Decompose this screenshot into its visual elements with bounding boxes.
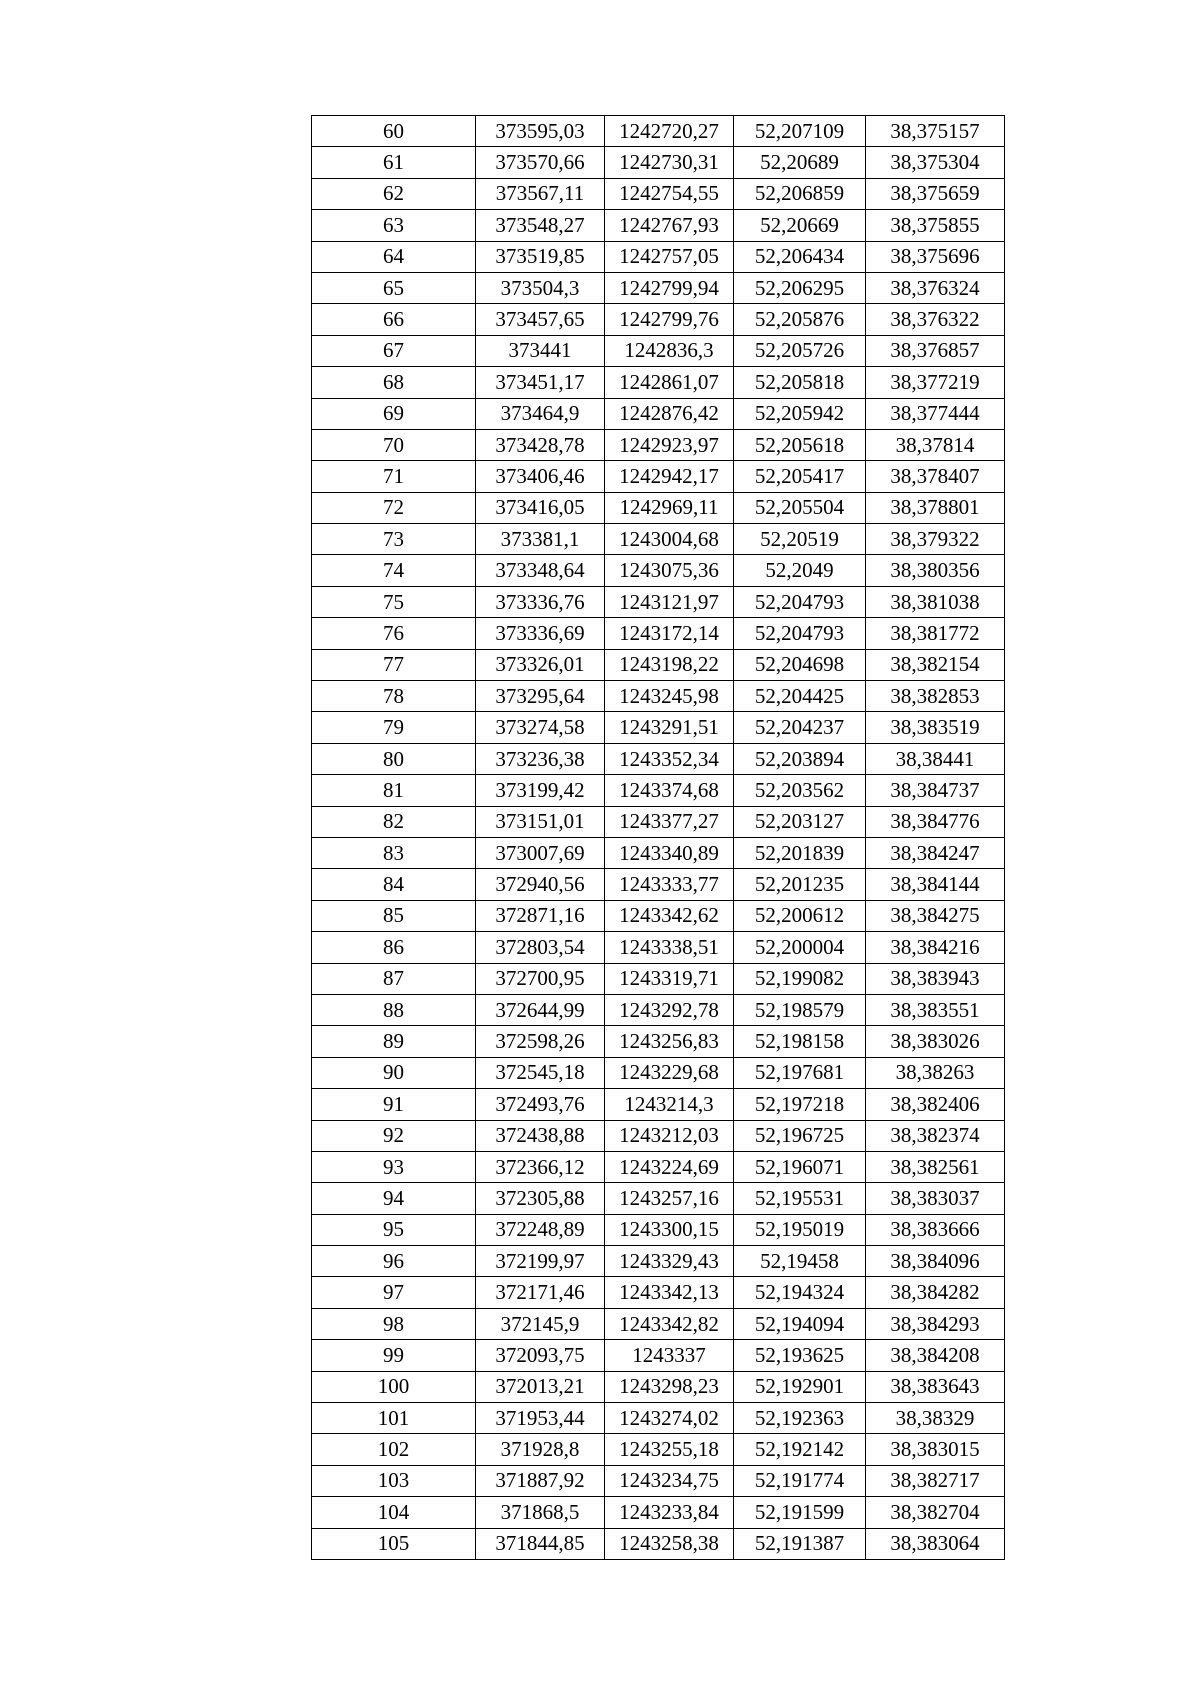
point-number-cell: 62 (312, 178, 476, 209)
latitude-cell: 52,206295 (734, 272, 866, 303)
y-coordinate-cell: 1243342,62 (605, 900, 734, 931)
table-row (312, 932, 1005, 963)
point-number-cell: 77 (312, 649, 476, 680)
y-coordinate-cell: 1243352,34 (605, 743, 734, 774)
latitude-cell: 52,195019 (734, 1214, 866, 1245)
table-row (312, 1214, 1005, 1245)
longitude-cell: 38,383943 (866, 963, 1005, 994)
table-row (312, 210, 1005, 241)
latitude-cell: 52,205876 (734, 304, 866, 335)
y-coordinate-cell: 1243198,22 (605, 649, 734, 680)
x-coordinate-cell: 371844,85 (476, 1528, 605, 1559)
table-row (312, 1465, 1005, 1496)
coordinates-table (311, 115, 1005, 1560)
longitude-cell: 38,383026 (866, 1026, 1005, 1057)
longitude-cell: 38,375855 (866, 210, 1005, 241)
y-coordinate-cell: 1243329,43 (605, 1246, 734, 1277)
x-coordinate-cell: 373007,69 (476, 837, 605, 868)
latitude-cell: 52,193625 (734, 1340, 866, 1371)
longitude-cell: 38,384216 (866, 932, 1005, 963)
y-coordinate-cell: 1243274,02 (605, 1403, 734, 1434)
table-row (312, 1277, 1005, 1308)
latitude-cell: 52,203894 (734, 743, 866, 774)
x-coordinate-cell: 373441 (476, 335, 605, 366)
y-coordinate-cell: 1243338,51 (605, 932, 734, 963)
longitude-cell: 38,383643 (866, 1371, 1005, 1402)
point-number-cell: 70 (312, 429, 476, 460)
y-coordinate-cell: 1243172,14 (605, 618, 734, 649)
longitude-cell: 38,378407 (866, 461, 1005, 492)
longitude-cell: 38,375157 (866, 116, 1005, 147)
x-coordinate-cell: 372366,12 (476, 1151, 605, 1182)
latitude-cell: 52,206434 (734, 241, 866, 272)
y-coordinate-cell: 1242799,94 (605, 272, 734, 303)
table-row (312, 555, 1005, 586)
point-number-cell: 102 (312, 1434, 476, 1465)
point-number-cell: 66 (312, 304, 476, 335)
point-number-cell: 76 (312, 618, 476, 649)
y-coordinate-cell: 1243377,27 (605, 806, 734, 837)
table-row (312, 837, 1005, 868)
point-number-cell: 83 (312, 837, 476, 868)
longitude-cell: 38,375696 (866, 241, 1005, 272)
y-coordinate-cell: 1242720,27 (605, 116, 734, 147)
longitude-cell: 38,375304 (866, 147, 1005, 178)
x-coordinate-cell: 373326,01 (476, 649, 605, 680)
y-coordinate-cell: 1243298,23 (605, 1371, 734, 1402)
latitude-cell: 52,204237 (734, 712, 866, 743)
y-coordinate-cell: 1243245,98 (605, 681, 734, 712)
table-row (312, 1434, 1005, 1465)
y-coordinate-cell: 1243374,68 (605, 775, 734, 806)
table-row (312, 1246, 1005, 1277)
x-coordinate-cell: 371868,5 (476, 1497, 605, 1528)
y-coordinate-cell: 1243319,71 (605, 963, 734, 994)
x-coordinate-cell: 372940,56 (476, 869, 605, 900)
longitude-cell: 38,376857 (866, 335, 1005, 366)
y-coordinate-cell: 1242836,3 (605, 335, 734, 366)
latitude-cell: 52,195531 (734, 1183, 866, 1214)
table-row (312, 335, 1005, 366)
point-number-cell: 65 (312, 272, 476, 303)
table-row (312, 147, 1005, 178)
y-coordinate-cell: 1242767,93 (605, 210, 734, 241)
latitude-cell: 52,207109 (734, 116, 866, 147)
longitude-cell: 38,379322 (866, 524, 1005, 555)
point-number-cell: 84 (312, 869, 476, 900)
y-coordinate-cell: 1243342,82 (605, 1308, 734, 1339)
x-coordinate-cell: 373570,66 (476, 147, 605, 178)
longitude-cell: 38,384282 (866, 1277, 1005, 1308)
latitude-cell: 52,198158 (734, 1026, 866, 1057)
table-row (312, 649, 1005, 680)
x-coordinate-cell: 372305,88 (476, 1183, 605, 1214)
point-number-cell: 88 (312, 994, 476, 1025)
longitude-cell: 38,377219 (866, 367, 1005, 398)
y-coordinate-cell: 1243258,38 (605, 1528, 734, 1559)
y-coordinate-cell: 1243333,77 (605, 869, 734, 900)
table-row (312, 429, 1005, 460)
x-coordinate-cell: 372248,89 (476, 1214, 605, 1245)
table-row (312, 586, 1005, 617)
table-row (312, 1089, 1005, 1120)
y-coordinate-cell: 1243257,16 (605, 1183, 734, 1214)
table-row (312, 1308, 1005, 1339)
x-coordinate-cell: 371953,44 (476, 1403, 605, 1434)
x-coordinate-cell: 373406,46 (476, 461, 605, 492)
table-row (312, 775, 1005, 806)
y-coordinate-cell: 1242876,42 (605, 398, 734, 429)
x-coordinate-cell: 373236,38 (476, 743, 605, 774)
point-number-cell: 95 (312, 1214, 476, 1245)
point-number-cell: 90 (312, 1057, 476, 1088)
y-coordinate-cell: 1242942,17 (605, 461, 734, 492)
table-row (312, 1371, 1005, 1402)
table-row (312, 178, 1005, 209)
longitude-cell: 38,383037 (866, 1183, 1005, 1214)
y-coordinate-cell: 1243229,68 (605, 1057, 734, 1088)
y-coordinate-cell: 1243234,75 (605, 1465, 734, 1496)
longitude-cell: 38,384144 (866, 869, 1005, 900)
x-coordinate-cell: 372093,75 (476, 1340, 605, 1371)
longitude-cell: 38,382704 (866, 1497, 1005, 1528)
point-number-cell: 74 (312, 555, 476, 586)
y-coordinate-cell: 1242757,05 (605, 241, 734, 272)
point-number-cell: 71 (312, 461, 476, 492)
longitude-cell: 38,38329 (866, 1403, 1005, 1434)
longitude-cell: 38,383015 (866, 1434, 1005, 1465)
latitude-cell: 52,2049 (734, 555, 866, 586)
point-number-cell: 91 (312, 1089, 476, 1120)
table-row (312, 712, 1005, 743)
longitude-cell: 38,383064 (866, 1528, 1005, 1559)
latitude-cell: 52,203127 (734, 806, 866, 837)
longitude-cell: 38,384247 (866, 837, 1005, 868)
latitude-cell: 52,204425 (734, 681, 866, 712)
point-number-cell: 67 (312, 335, 476, 366)
longitude-cell: 38,382561 (866, 1151, 1005, 1182)
table-row (312, 1403, 1005, 1434)
table-row (312, 304, 1005, 335)
latitude-cell: 52,192363 (734, 1403, 866, 1434)
x-coordinate-cell: 373336,69 (476, 618, 605, 649)
x-coordinate-cell: 372493,76 (476, 1089, 605, 1120)
table-row (312, 806, 1005, 837)
longitude-cell: 38,384275 (866, 900, 1005, 931)
point-number-cell: 69 (312, 398, 476, 429)
table-row (312, 618, 1005, 649)
x-coordinate-cell: 371887,92 (476, 1465, 605, 1496)
x-coordinate-cell: 373428,78 (476, 429, 605, 460)
longitude-cell: 38,384293 (866, 1308, 1005, 1339)
longitude-cell: 38,382406 (866, 1089, 1005, 1120)
point-number-cell: 72 (312, 492, 476, 523)
point-number-cell: 104 (312, 1497, 476, 1528)
latitude-cell: 52,204793 (734, 618, 866, 649)
longitude-cell: 38,384776 (866, 806, 1005, 837)
y-coordinate-cell: 1243342,13 (605, 1277, 734, 1308)
x-coordinate-cell: 373567,11 (476, 178, 605, 209)
y-coordinate-cell: 1242861,07 (605, 367, 734, 398)
point-number-cell: 103 (312, 1465, 476, 1496)
y-coordinate-cell: 1243255,18 (605, 1434, 734, 1465)
coordinates-table-body (312, 116, 1005, 1560)
y-coordinate-cell: 1243292,78 (605, 994, 734, 1025)
point-number-cell: 75 (312, 586, 476, 617)
point-number-cell: 80 (312, 743, 476, 774)
table-row (312, 524, 1005, 555)
x-coordinate-cell: 372598,26 (476, 1026, 605, 1057)
point-number-cell: 98 (312, 1308, 476, 1339)
y-coordinate-cell: 1243233,84 (605, 1497, 734, 1528)
latitude-cell: 52,204793 (734, 586, 866, 617)
latitude-cell: 52,205417 (734, 461, 866, 492)
longitude-cell: 38,37814 (866, 429, 1005, 460)
table-row (312, 116, 1005, 147)
longitude-cell: 38,383551 (866, 994, 1005, 1025)
latitude-cell: 52,19458 (734, 1246, 866, 1277)
longitude-cell: 38,380356 (866, 555, 1005, 586)
point-number-cell: 64 (312, 241, 476, 272)
x-coordinate-cell: 372644,99 (476, 994, 605, 1025)
x-coordinate-cell: 372013,21 (476, 1371, 605, 1402)
table-row (312, 272, 1005, 303)
longitude-cell: 38,381038 (866, 586, 1005, 617)
point-number-cell: 85 (312, 900, 476, 931)
y-coordinate-cell: 1243337 (605, 1340, 734, 1371)
latitude-cell: 52,203562 (734, 775, 866, 806)
y-coordinate-cell: 1242754,55 (605, 178, 734, 209)
x-coordinate-cell: 371928,8 (476, 1434, 605, 1465)
table-row (312, 900, 1005, 931)
table-row (312, 1183, 1005, 1214)
x-coordinate-cell: 372171,46 (476, 1277, 605, 1308)
point-number-cell: 101 (312, 1403, 476, 1434)
y-coordinate-cell: 1242799,76 (605, 304, 734, 335)
longitude-cell: 38,377444 (866, 398, 1005, 429)
latitude-cell: 52,192142 (734, 1434, 866, 1465)
point-number-cell: 92 (312, 1120, 476, 1151)
latitude-cell: 52,196071 (734, 1151, 866, 1182)
latitude-cell: 52,200004 (734, 932, 866, 963)
point-number-cell: 97 (312, 1277, 476, 1308)
table-row (312, 1497, 1005, 1528)
x-coordinate-cell: 373336,76 (476, 586, 605, 617)
point-number-cell: 94 (312, 1183, 476, 1214)
y-coordinate-cell: 1243224,69 (605, 1151, 734, 1182)
latitude-cell: 52,205504 (734, 492, 866, 523)
x-coordinate-cell: 372145,9 (476, 1308, 605, 1339)
table-row (312, 1057, 1005, 1088)
latitude-cell: 52,20689 (734, 147, 866, 178)
point-number-cell: 79 (312, 712, 476, 743)
point-number-cell: 61 (312, 147, 476, 178)
longitude-cell: 38,382717 (866, 1465, 1005, 1496)
x-coordinate-cell: 372438,88 (476, 1120, 605, 1151)
x-coordinate-cell: 372803,54 (476, 932, 605, 963)
longitude-cell: 38,376322 (866, 304, 1005, 335)
point-number-cell: 86 (312, 932, 476, 963)
x-coordinate-cell: 373504,3 (476, 272, 605, 303)
table-row (312, 1340, 1005, 1371)
longitude-cell: 38,375659 (866, 178, 1005, 209)
longitude-cell: 38,383666 (866, 1214, 1005, 1245)
x-coordinate-cell: 373464,9 (476, 398, 605, 429)
table-row (312, 1528, 1005, 1559)
longitude-cell: 38,384096 (866, 1246, 1005, 1277)
y-coordinate-cell: 1243340,89 (605, 837, 734, 868)
point-number-cell: 99 (312, 1340, 476, 1371)
x-coordinate-cell: 373416,05 (476, 492, 605, 523)
latitude-cell: 52,206859 (734, 178, 866, 209)
longitude-cell: 38,378801 (866, 492, 1005, 523)
latitude-cell: 52,200612 (734, 900, 866, 931)
x-coordinate-cell: 372545,18 (476, 1057, 605, 1088)
y-coordinate-cell: 1242969,11 (605, 492, 734, 523)
x-coordinate-cell: 373595,03 (476, 116, 605, 147)
longitude-cell: 38,382154 (866, 649, 1005, 680)
point-number-cell: 89 (312, 1026, 476, 1057)
y-coordinate-cell: 1243121,97 (605, 586, 734, 617)
point-number-cell: 63 (312, 210, 476, 241)
point-number-cell: 82 (312, 806, 476, 837)
table-row (312, 1026, 1005, 1057)
latitude-cell: 52,204698 (734, 649, 866, 680)
latitude-cell: 52,199082 (734, 963, 866, 994)
x-coordinate-cell: 373548,27 (476, 210, 605, 241)
point-number-cell: 81 (312, 775, 476, 806)
latitude-cell: 52,201235 (734, 869, 866, 900)
table-row (312, 681, 1005, 712)
y-coordinate-cell: 1243214,3 (605, 1089, 734, 1120)
point-number-cell: 87 (312, 963, 476, 994)
table-row (312, 994, 1005, 1025)
table-row (312, 869, 1005, 900)
point-number-cell: 93 (312, 1151, 476, 1182)
y-coordinate-cell: 1243291,51 (605, 712, 734, 743)
y-coordinate-cell: 1243212,03 (605, 1120, 734, 1151)
latitude-cell: 52,191599 (734, 1497, 866, 1528)
latitude-cell: 52,205818 (734, 367, 866, 398)
point-number-cell: 105 (312, 1528, 476, 1559)
latitude-cell: 52,20669 (734, 210, 866, 241)
x-coordinate-cell: 372700,95 (476, 963, 605, 994)
y-coordinate-cell: 1243004,68 (605, 524, 734, 555)
table-row (312, 241, 1005, 272)
x-coordinate-cell: 373348,64 (476, 555, 605, 586)
latitude-cell: 52,198579 (734, 994, 866, 1025)
longitude-cell: 38,384737 (866, 775, 1005, 806)
latitude-cell: 52,197218 (734, 1089, 866, 1120)
longitude-cell: 38,383519 (866, 712, 1005, 743)
table-row (312, 963, 1005, 994)
latitude-cell: 52,197681 (734, 1057, 866, 1088)
x-coordinate-cell: 373151,01 (476, 806, 605, 837)
point-number-cell: 100 (312, 1371, 476, 1402)
point-number-cell: 68 (312, 367, 476, 398)
y-coordinate-cell: 1243300,15 (605, 1214, 734, 1245)
longitude-cell: 38,38441 (866, 743, 1005, 774)
y-coordinate-cell: 1242730,31 (605, 147, 734, 178)
table-row (312, 1120, 1005, 1151)
x-coordinate-cell: 373519,85 (476, 241, 605, 272)
point-number-cell: 96 (312, 1246, 476, 1277)
point-number-cell: 60 (312, 116, 476, 147)
latitude-cell: 52,194324 (734, 1277, 866, 1308)
x-coordinate-cell: 372871,16 (476, 900, 605, 931)
table-row (312, 461, 1005, 492)
x-coordinate-cell: 373381,1 (476, 524, 605, 555)
x-coordinate-cell: 373295,64 (476, 681, 605, 712)
latitude-cell: 52,20519 (734, 524, 866, 555)
latitude-cell: 52,205726 (734, 335, 866, 366)
y-coordinate-cell: 1243256,83 (605, 1026, 734, 1057)
latitude-cell: 52,194094 (734, 1308, 866, 1339)
longitude-cell: 38,376324 (866, 272, 1005, 303)
longitude-cell: 38,382853 (866, 681, 1005, 712)
x-coordinate-cell: 372199,97 (476, 1246, 605, 1277)
longitude-cell: 38,382374 (866, 1120, 1005, 1151)
latitude-cell: 52,201839 (734, 837, 866, 868)
latitude-cell: 52,205618 (734, 429, 866, 460)
x-coordinate-cell: 373451,17 (476, 367, 605, 398)
table-row (312, 367, 1005, 398)
latitude-cell: 52,205942 (734, 398, 866, 429)
latitude-cell: 52,191774 (734, 1465, 866, 1496)
y-coordinate-cell: 1242923,97 (605, 429, 734, 460)
point-number-cell: 73 (312, 524, 476, 555)
x-coordinate-cell: 373274,58 (476, 712, 605, 743)
latitude-cell: 52,192901 (734, 1371, 866, 1402)
x-coordinate-cell: 373457,65 (476, 304, 605, 335)
longitude-cell: 38,381772 (866, 618, 1005, 649)
x-coordinate-cell: 373199,42 (476, 775, 605, 806)
table-row (312, 398, 1005, 429)
table-row (312, 492, 1005, 523)
point-number-cell: 78 (312, 681, 476, 712)
longitude-cell: 38,384208 (866, 1340, 1005, 1371)
table-row (312, 1151, 1005, 1182)
latitude-cell: 52,196725 (734, 1120, 866, 1151)
y-coordinate-cell: 1243075,36 (605, 555, 734, 586)
latitude-cell: 52,191387 (734, 1528, 866, 1559)
longitude-cell: 38,38263 (866, 1057, 1005, 1088)
table-row (312, 743, 1005, 774)
